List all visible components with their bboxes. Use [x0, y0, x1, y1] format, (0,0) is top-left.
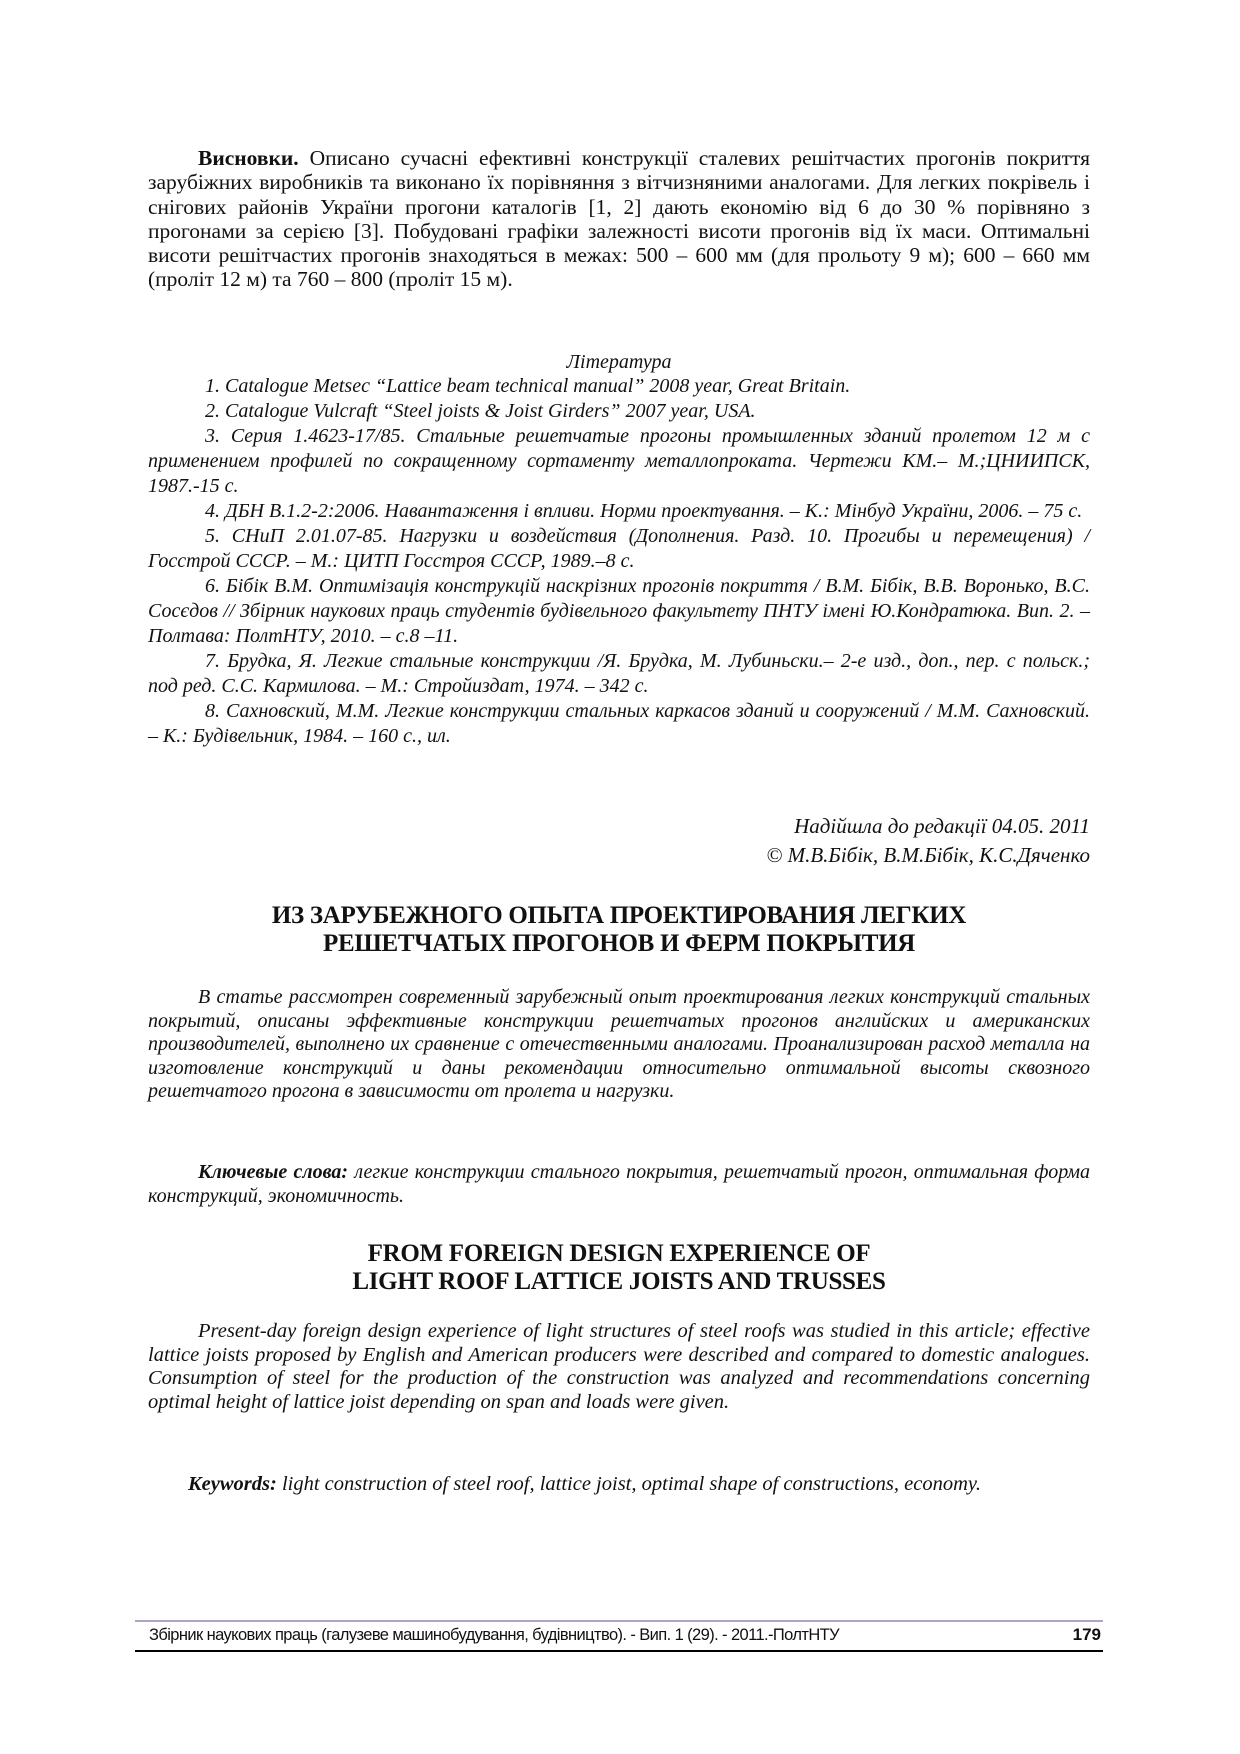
reference-item: 7. Брудка, Я. Легкие стальные конструкции /Я. Брудка, М. Лубиньски.– 2-е изд., доп., пер. с польск.; под ред. С.С. Кармилова. – М.: Стройиздат, 1974. – 342 с.	[148, 650, 1090, 697]
reference-item: 1. Catalogue Metsec “Lattice beam technical manual” 2008 year, Great Britain.	[205, 375, 851, 397]
conclusions-lead: Висновки.	[198, 146, 299, 170]
en-abstract-text: Present-day foreign design experience of light structures of steel roofs was studied in this article; effective lattice joists proposed by English and American producers were described and compared to domestic analogues. Consumption of steel for the production of the construction was analyzed and recommendations concerning optimal height of lattice joist depending on span and loads were given.	[148, 1320, 1090, 1413]
footer-top-rule	[135, 1620, 1103, 1622]
footer-journal-title: Збірник наукових праць (галузеве машинобудування, будівництво). - Вип. 1 (29). - 2011.-ПолтНТУ	[149, 1626, 840, 1644]
reference-item: 4. ДБН В.1.2-2:2006. Навантаження і впливи. Норми проектування. – К.: Мінбуд України, 2006. – 75 с.	[205, 500, 1083, 522]
literature-heading: Література	[566, 351, 672, 373]
en-abstract	[148, 1320, 1090, 1414]
reference-item: 8. Сахновский, М.М. Легкие конструкции стальных каркасов зданий и сооружений / М.М. Сахновский. – К.: Будівельник, 1984. – 160 с., ил.	[148, 700, 1090, 747]
en-article-title	[148, 1240, 1090, 1296]
en-title-line-2: LIGHT ROOF LATTICE JOISTS AND TRUSSES	[352, 1268, 886, 1295]
en-keywords	[148, 1470, 1090, 1498]
received-date: Надійшла до редакції 04.05. 2011	[794, 814, 1090, 838]
reference-item: 6. Бібік В.М. Оптимізація конструкцій наскрізних прогонів покриття / В.М. Бібік, В.В. Воронько, В.С. Сосєдов // Збірник наукових праць студентів будівельного факультету ПНТУ імені Ю.Кондратюка. Вип. 2. – Полтава: ПолтНТУ, 2010. – с.8 –11.	[148, 575, 1090, 647]
ru-keywords-label: Ключевые слова:	[198, 1161, 349, 1183]
ru-abstract-text: В статье рассмотрен современный зарубежный опыт проектирования легких конструкций стальных покрытий, описаны эффективные конструкции решетчатых прогонов английских и американских производителей, выполнено их сравнение с отечественными аналогами. Проанализирован расход металла на изготовление конструкций и даны рекомендации относительно оптимальной высоты сквозного решетчатого прогона в зависимости от пролета и нагрузки.	[148, 986, 1090, 1102]
ru-keywords-text: легкие конструкции стального покрытия, решетчатый прогон, оптимальная форма конструкций, экономичность.	[148, 1161, 1090, 1207]
ru-abstract	[148, 986, 1090, 1104]
en-title-line-1: FROM FOREIGN DESIGN EXPERIENCE OF	[367, 1240, 871, 1267]
ru-title-line-2: РЕШЕТЧАТЫХ ПРОГОНОВ И ФЕРМ ПОКРЫТИЯ	[322, 930, 916, 957]
page-number: 179	[1072, 1625, 1101, 1644]
conclusions-section	[148, 146, 1090, 292]
reference-item: 2. Catalogue Vulcraft “Steel joists & Joist Girders” 2007 year, USA.	[205, 400, 756, 422]
conclusions-paragraph	[148, 146, 1090, 292]
ru-article-title	[148, 902, 1090, 958]
en-keywords-label: Keywords:	[188, 1473, 277, 1495]
reference-item: 3. Серия 1.4623-17/85. Стальные решетчатые прогоны промышленных зданий пролетом 12 м с применением профилей по сокращенному сортаменту металлопроката. Чертежи КМ.– М.;ЦНИИПСК, 1987.-15 с.	[148, 425, 1090, 497]
copyright-authors: © М.В.Бібік, В.М.Бібік, К.С.Дяченко	[766, 843, 1090, 867]
en-keywords-text: light construction of steel roof, lattice joist, optimal shape of constructions, economy.	[276, 1473, 981, 1495]
conclusions-text: Описано сучасні ефективні конструкції сталевих решітчастих прогонів покриття зарубіжних виробників та виконано їх порівняння з вітчизняними аналогами. Для легких покрівель і снігових районів України прогони каталогів [1, 2] дають економію від 6 до 30 % порівняно з прогонами за серією [3]. Побудовані графіки залежності висоти прогонів від їх маси. Оптимальні висоти решітчастих прогонів знаходяться в межах: 500 – 600 мм (для прольоту 9 м); 600 – 660 мм (проліт 12 м) та 760 – 800 (проліт 15 м).	[148, 146, 1090, 292]
reference-item: 5. СНиП 2.01.07-85. Нагрузки и воздействия (Дополнения. Разд. 10. Прогибы и перемещения) /Госстрой СССР. – М.: ЦИТП Госстроя СССР, 1989.–8 с.	[148, 525, 1090, 572]
page-footer	[135, 1620, 1103, 1652]
footer-bottom-rule	[135, 1650, 1103, 1652]
ru-title-line-1: ИЗ ЗАРУБЕЖНОГО ОПЫТА ПРОЕКТИРОВАНИЯ ЛЕГКИХ	[271, 902, 967, 929]
received-block	[766, 812, 1090, 870]
reference-list	[148, 374, 1090, 749]
ru-keywords	[148, 1160, 1090, 1208]
